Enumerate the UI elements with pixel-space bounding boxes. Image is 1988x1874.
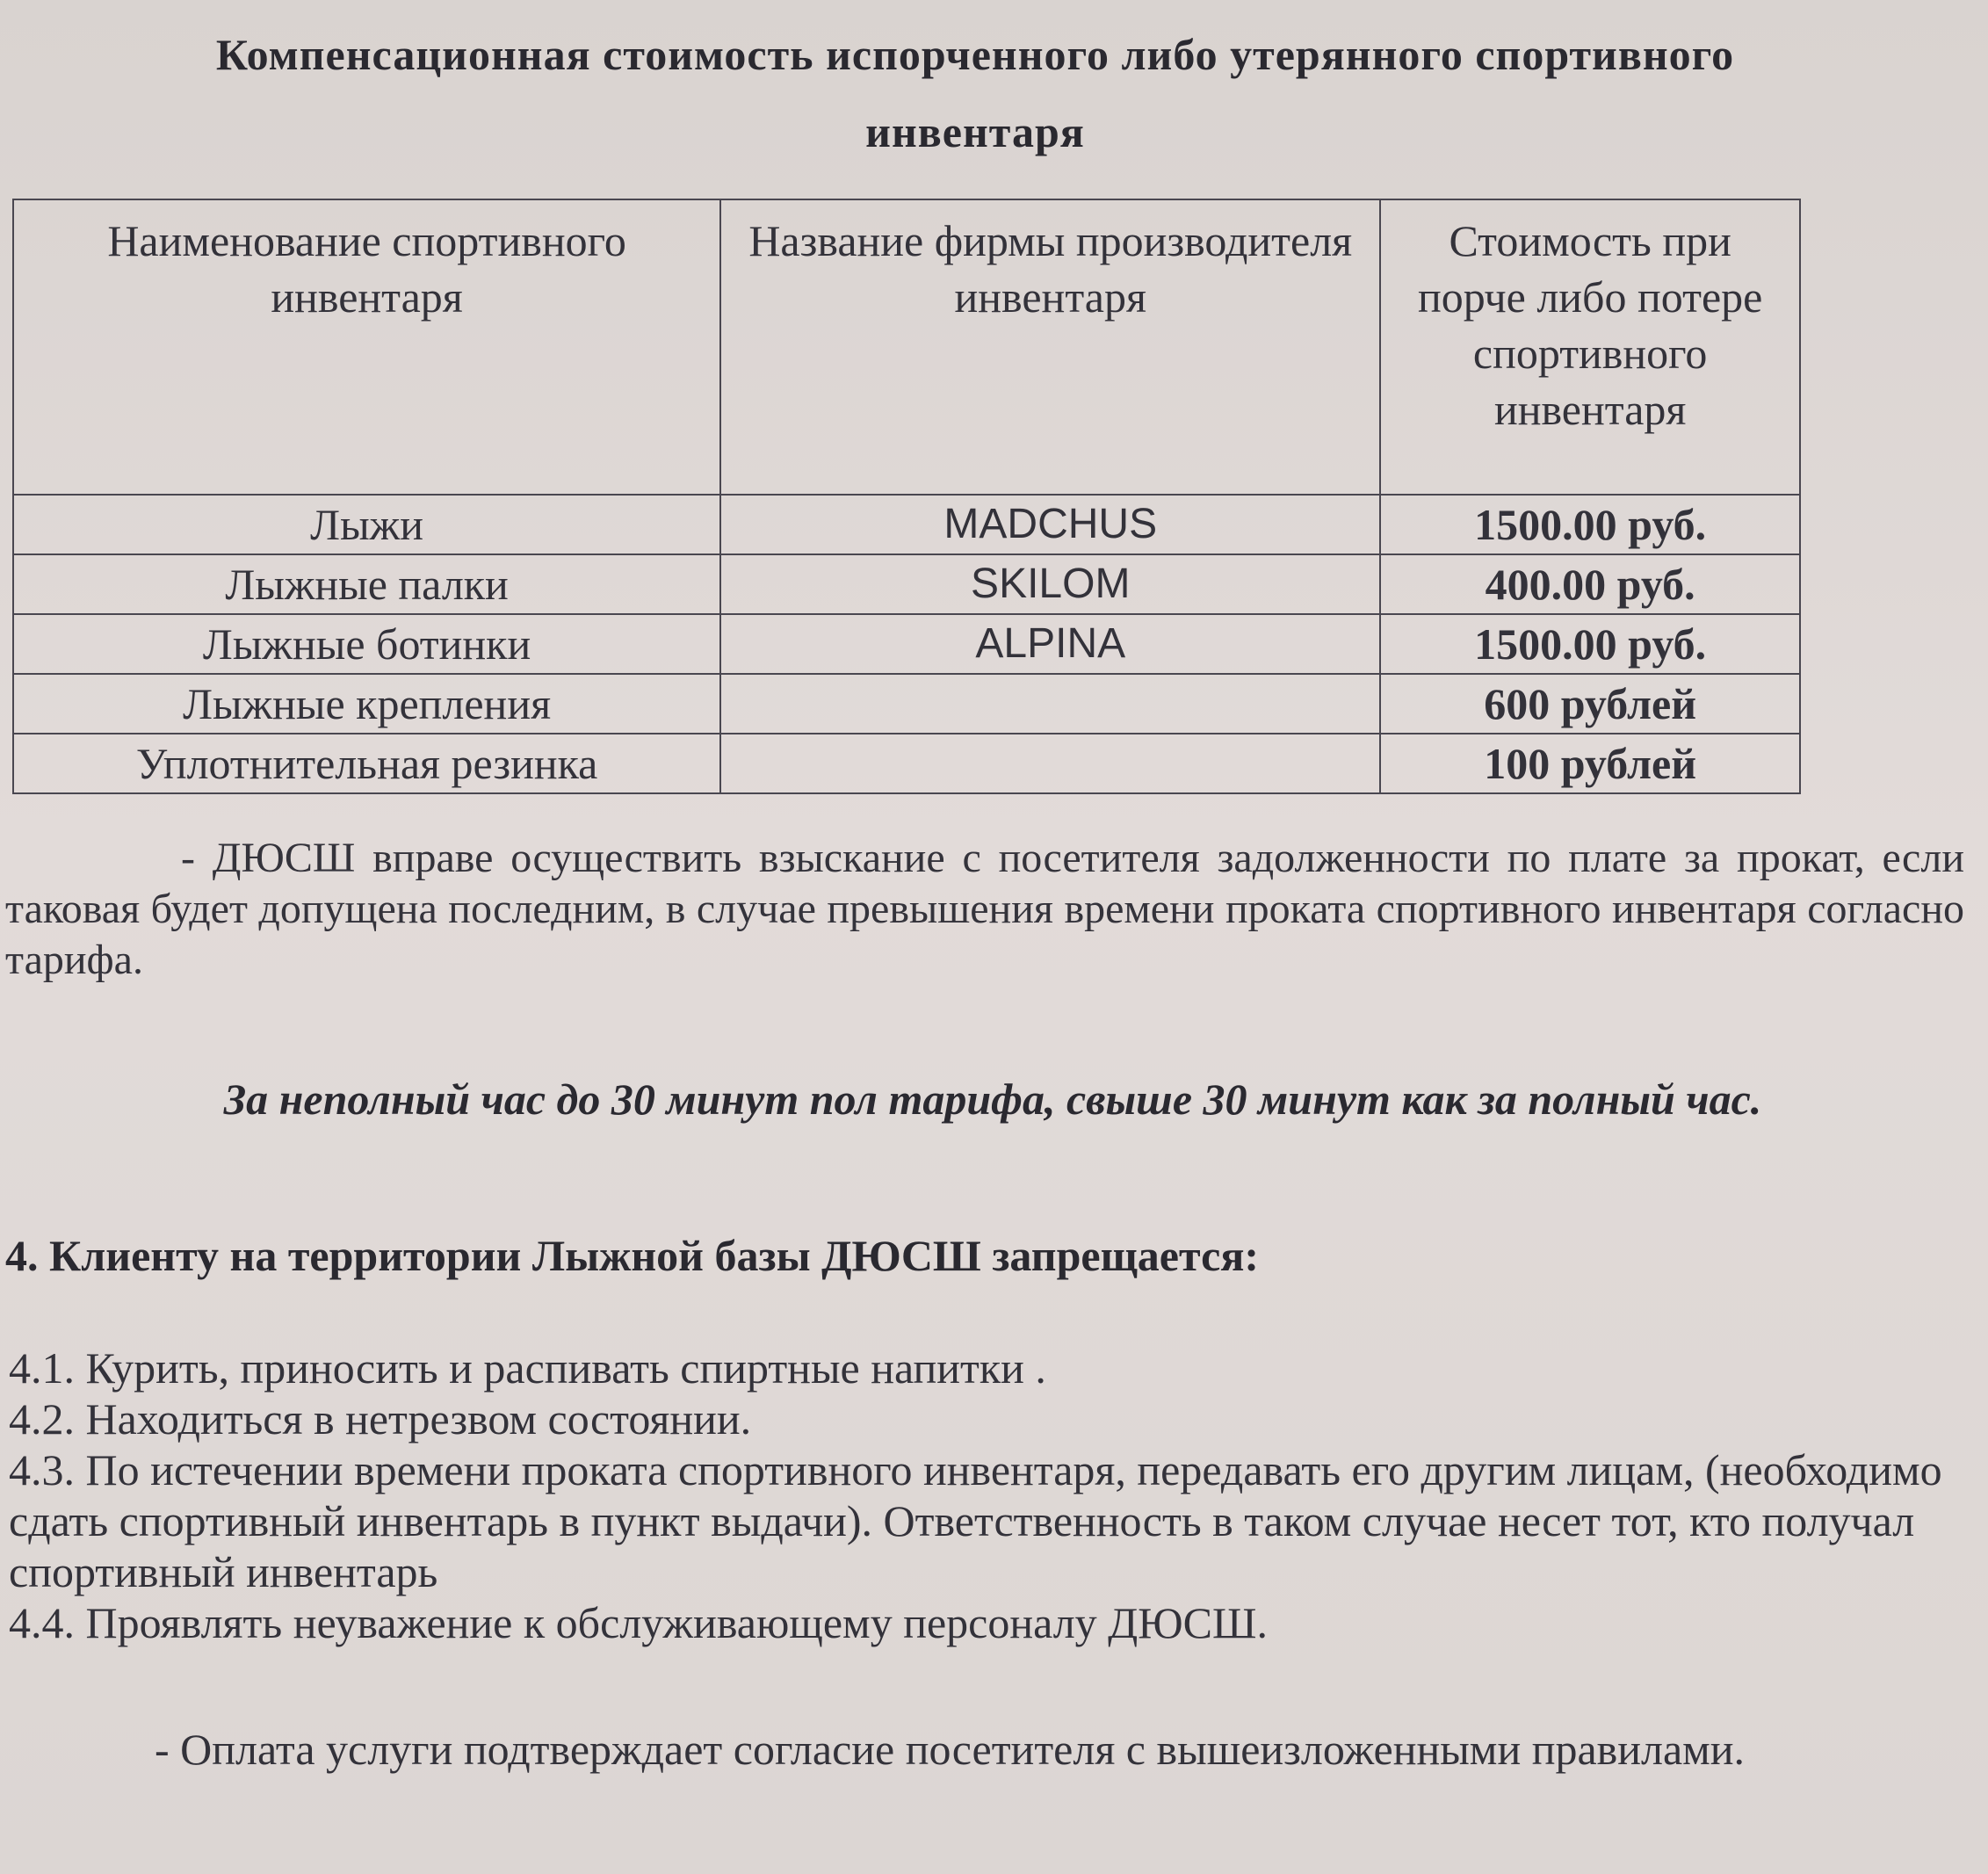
table-row <box>13 734 1800 793</box>
table-row <box>13 554 1800 614</box>
payment-agreement-note: - Оплата услуги подтверждает согласие посетителя с вышеизложенными правилами. <box>155 1725 1746 1774</box>
cell-item: Лыжные ботинки <box>13 614 720 674</box>
table-row <box>13 495 1800 554</box>
debt-collection-paragraph: - ДЮСШ вправе осуществить взыскание с посетителя задолженности по плате за прокат, если таковая будет допущена последним, в случае превышения времени проката спортивного инвентаря согласно тарифа. <box>5 835 1964 983</box>
cell-item: Лыжи <box>13 495 720 554</box>
cell-cost: 1500.00 руб. <box>1380 614 1800 674</box>
cell-cost: 100 рублей <box>1380 734 1800 793</box>
cell-brand: ALPINA <box>720 614 1380 674</box>
header-cost: Стоимость при порче либо потере спортивного инвентаря <box>1380 199 1800 495</box>
cell-brand <box>720 734 1380 793</box>
header-item: Наименование спортивного инвентаря <box>13 199 720 495</box>
rule-item: 4.4. Проявлять неуважение к обслуживающему персоналу ДЮСШ. <box>9 1598 1268 1647</box>
rule-item: 4.1. Курить, приносить и распивать спиртные напитки . <box>9 1343 1046 1393</box>
cell-item: Лыжные палки <box>13 554 720 614</box>
compensation-table <box>12 199 1801 794</box>
rules-list <box>9 1342 1968 1648</box>
title-line-1: Компенсационная стоимость испорченного либо утерянного спортивного <box>215 30 1735 79</box>
cell-item: Лыжные крепления <box>13 674 720 734</box>
cell-cost: 1500.00 руб. <box>1380 495 1800 554</box>
rule-item: 4.3. По истечении времени проката спортивного инвентаря, передавать его другим лицам, (необходимо сдать спортивный инвентарь в пункт выдачи). Ответственность в таком случае несет тот, кто получал спортивный инвентарь <box>9 1445 1942 1596</box>
cell-cost: 400.00 руб. <box>1380 554 1800 614</box>
cell-item: Уплотнительная резинка <box>13 734 720 793</box>
document-title <box>53 16 1898 170</box>
cell-brand: SKILOM <box>720 554 1380 614</box>
cell-brand: MADCHUS <box>720 495 1380 554</box>
title-line-2: инвентаря <box>865 107 1085 156</box>
tariff-note: За неполный час до 30 минут пол тарифа, свыше 30 минут как за полный час. <box>223 1074 1762 1124</box>
table-row <box>13 674 1800 734</box>
cell-brand <box>720 674 1380 734</box>
rule-item: 4.2. Находиться в нетрезвом состоянии. <box>9 1394 752 1443</box>
section-heading: 4. Клиенту на территории Лыжной базы ДЮСШ запрещается: <box>5 1231 1260 1280</box>
header-brand: Название фирмы производителя инвентаря <box>720 199 1380 495</box>
cell-cost: 600 рублей <box>1380 674 1800 734</box>
table-header-row <box>13 199 1800 495</box>
table-row <box>13 614 1800 674</box>
